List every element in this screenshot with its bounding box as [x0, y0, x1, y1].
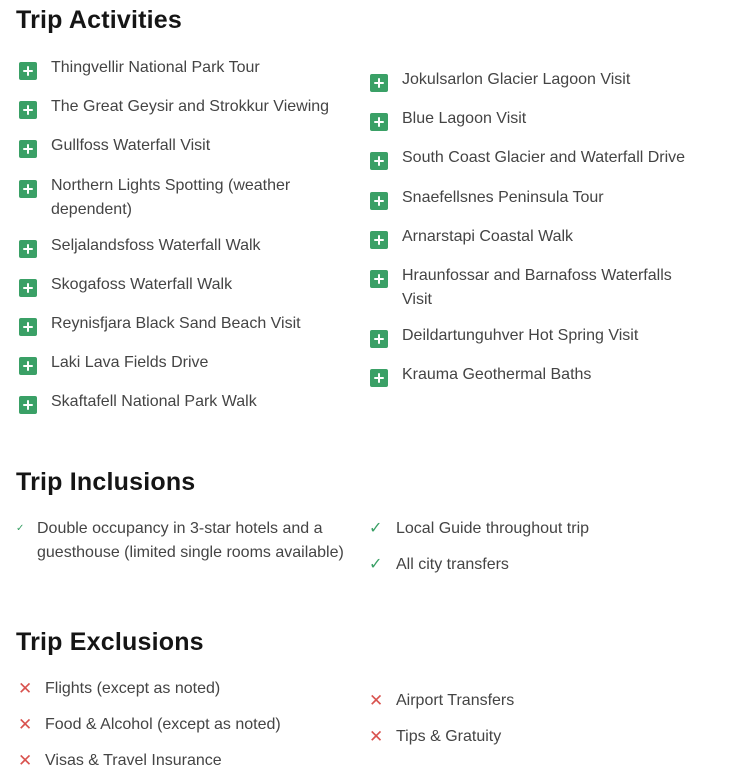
cross-icon: ✕ — [18, 715, 33, 734]
plus-square-icon — [370, 113, 388, 131]
plus-square-icon — [370, 330, 388, 348]
cross-icon: ✕ — [369, 727, 384, 746]
check-icon: ✓ — [369, 520, 383, 537]
activities-heading: Trip Activities — [16, 6, 183, 34]
plus-square-icon — [19, 180, 37, 198]
plus-square-icon — [19, 240, 37, 258]
plus-square-icon — [370, 74, 388, 92]
plus-square-icon — [19, 357, 37, 375]
cross-icon: ✕ — [369, 691, 384, 710]
cross-icon: ✕ — [18, 751, 33, 770]
plus-square-icon — [19, 396, 37, 414]
plus-square-icon — [370, 192, 388, 210]
plus-square-icon — [19, 62, 37, 80]
plus-square-icon — [370, 369, 388, 387]
check-icon: ✓ — [16, 523, 25, 534]
plus-square-icon — [19, 318, 37, 336]
exclusions-heading: Trip Exclusions — [16, 628, 204, 656]
plus-square-icon — [370, 231, 388, 249]
check-icon: ✓ — [369, 556, 383, 573]
plus-square-icon — [370, 152, 388, 170]
plus-square-icon — [370, 270, 388, 288]
plus-square-icon — [19, 140, 37, 158]
plus-square-icon — [19, 101, 37, 119]
plus-square-icon — [19, 279, 37, 297]
cross-icon: ✕ — [18, 679, 33, 698]
inclusions-heading: Trip Inclusions — [16, 468, 196, 496]
trip-details-page: Trip Activities Thingvellir National Park Tour The Great Geysir and Strokkur Viewing Gullfoss Waterfall Visit Northern Lights Spotting (weather dependent) Seljalandsfoss Waterfall Walk Skogafoss Waterfall Walk Reynisfjara Black Sand Beach Visit Laki Lava Fields Drive Skaftafell National Park Walk Jokulsarlon Glacier Lagoon Visit Blue Lagoon Visit South Coast Glacier and Waterfall Drive Snaefellsnes Peninsula Tour Arnarstapi Coastal Walk Hraunfossar and Barnafoss Waterfalls Visit Deildartunguhver Hot Spring Visit Krauma Geothermal Baths Trip Inclusions ✓ Double occupancy in 3-star hotels and a guesthouse (limited single rooms available) ✓ Local Guide throughout trip ✓ All city transfers Trip Exclusions ✕ Flights (except as noted) ✕ Food & Alcohol (except as noted) ✕ Visas & Travel Insurance ✕ Airport Transfers ✕ Tips & Gratuity — [0, 0, 730, 784]
